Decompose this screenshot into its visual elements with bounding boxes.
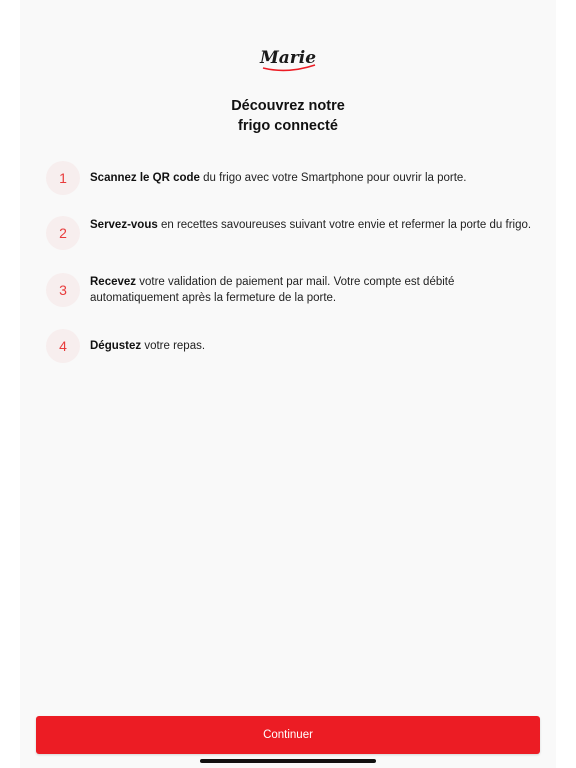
step-body: en recettes savoureuses suivant votre envie et refermer la porte du frigo. xyxy=(157,219,532,231)
continue-button[interactable]: Continuer xyxy=(36,716,540,754)
step-highlight: Dégustez xyxy=(90,340,142,352)
logo-wordmark: Marie xyxy=(259,48,317,68)
step-item xyxy=(46,161,536,195)
step-description xyxy=(90,161,467,186)
step-item xyxy=(46,273,536,307)
step-description xyxy=(90,216,531,233)
title-line-2: frigo connecté xyxy=(238,118,338,134)
step-item xyxy=(46,216,536,250)
step-number-badge: 3 xyxy=(46,273,80,307)
step-description xyxy=(90,329,205,354)
brand-logo xyxy=(20,44,556,79)
step-body: votre validation de paiement par mail. Votre compte est débité automatiquement après la fermeture de la porte. xyxy=(90,276,455,304)
page-title xyxy=(20,96,556,136)
step-item xyxy=(46,329,536,363)
step-number-badge: 2 xyxy=(46,216,80,250)
step-number-badge: 4 xyxy=(46,329,80,363)
marie-logo-icon xyxy=(253,44,323,74)
home-indicator xyxy=(200,759,376,763)
step-description xyxy=(90,273,536,306)
step-highlight: Recevez xyxy=(90,276,137,288)
step-highlight: Servez-vous xyxy=(90,219,158,231)
step-body: votre repas. xyxy=(141,340,206,352)
title-line-1: Découvrez notre xyxy=(231,98,345,114)
onboarding-panel xyxy=(20,0,556,768)
step-number-badge: 1 xyxy=(46,161,80,195)
step-highlight: Scannez le QR code xyxy=(90,172,200,184)
step-body: du frigo avec votre Smartphone pour ouvrir la porte. xyxy=(199,172,467,184)
